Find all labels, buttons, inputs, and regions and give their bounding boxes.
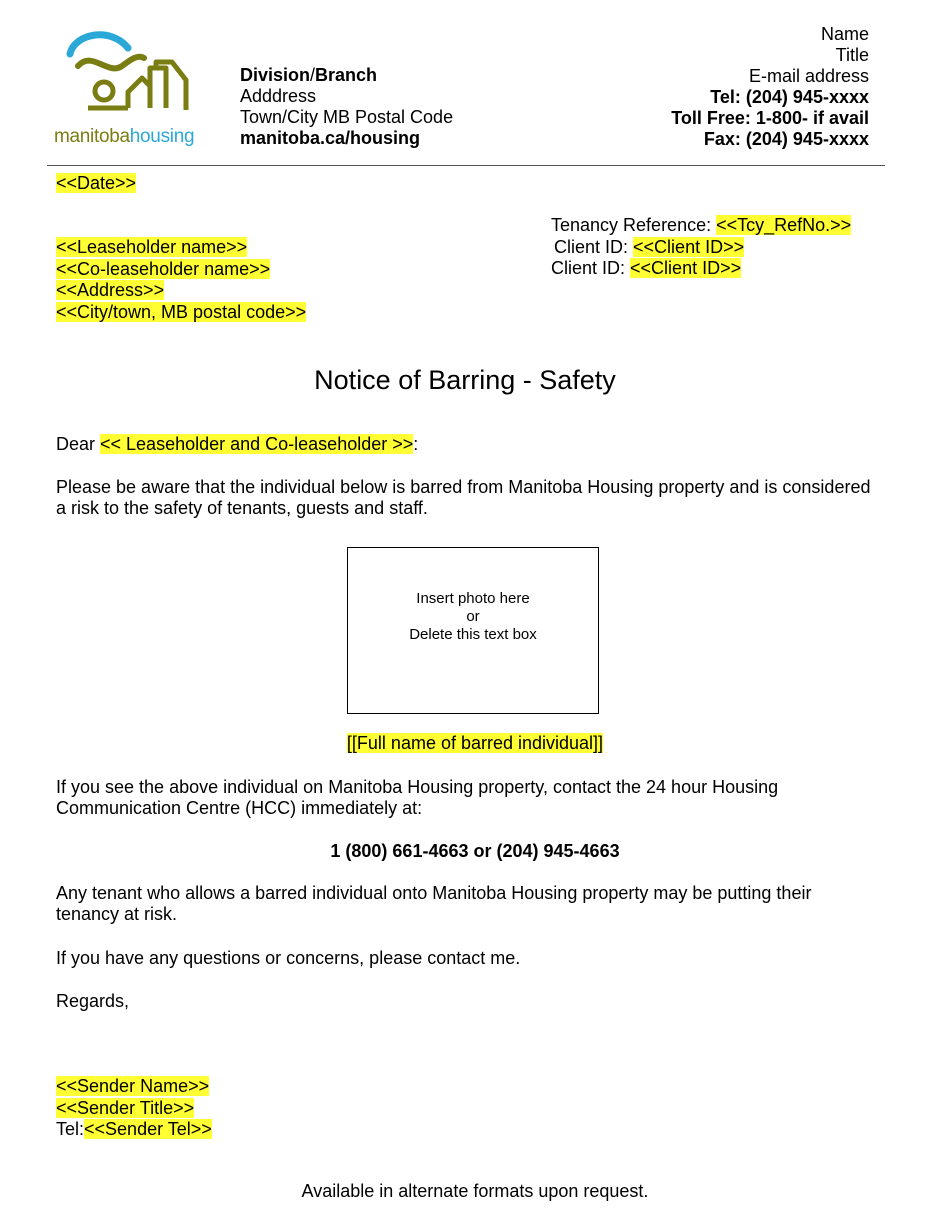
photo-line-2: or bbox=[466, 608, 480, 625]
letter-title: Notice of Barring - Safety bbox=[314, 365, 616, 395]
org-address-block bbox=[240, 65, 453, 149]
logo-wordmark: manitobahousing bbox=[54, 126, 195, 147]
recipient-block bbox=[56, 237, 306, 323]
tenancy-reference: Tenancy Reference: <<Tcy_RefNo.>> bbox=[551, 215, 852, 235]
paragraph-barred-notice: Please be aware that the individual below is barred from Manitoba Housing property and is considered a risk to the safety of tenants, guests and staff. bbox=[56, 477, 871, 518]
contact-tel: Tel: (204) 945-xxxx bbox=[710, 87, 869, 107]
client-id-1: Client ID: <<Client ID>> bbox=[554, 236, 745, 257]
header-divider bbox=[47, 165, 885, 166]
barred-individual-name: [[Full name of barred individual]] bbox=[346, 733, 604, 753]
paragraph-contact-hcc: If you see the above individual on Manitoba Housing property, contact the 24 hour Housing Communication Centre (HCC) immediately at: bbox=[56, 777, 779, 818]
sender-title: <<Sender Title>> bbox=[56, 1097, 195, 1118]
sender-tel: Tel:<<Sender Tel>> bbox=[56, 1119, 212, 1139]
paragraph-questions: If you have any questions or concerns, please contact me. bbox=[56, 948, 521, 968]
salutation: Dear << Leaseholder and Co-leaseholder >>: bbox=[56, 434, 419, 454]
client-id-2: Client ID: <<Client ID>> bbox=[551, 258, 742, 278]
sender-signature-block bbox=[56, 1076, 212, 1141]
recipient-leaseholder: <<Leaseholder name>> bbox=[56, 237, 248, 257]
recipient-address: <<Address>> bbox=[56, 280, 165, 300]
recipient-co-leaseholder: <<Co-leaseholder name>> bbox=[56, 258, 271, 279]
division-branch: Division/Branch bbox=[240, 65, 378, 85]
contact-toll-free: Toll Free: 1-800- if avail bbox=[671, 108, 869, 128]
logo-mark-icon bbox=[52, 28, 212, 128]
photo-line-3: Delete this text box bbox=[409, 626, 537, 643]
contact-email: E-mail address bbox=[748, 66, 869, 86]
recipient-city: <<City/town, MB postal code>> bbox=[56, 301, 307, 322]
contact-fax: Fax: (204) 945-xxxx bbox=[703, 129, 869, 149]
closing: Regards, bbox=[56, 991, 130, 1011]
footer-alternate-formats: Available in alternate formats upon request. bbox=[301, 1181, 649, 1201]
sender-name: <<Sender Name>> bbox=[56, 1076, 210, 1096]
sender-contact-block bbox=[671, 24, 869, 150]
hcc-phone-numbers: 1 (800) 661-4663 or (204) 945-4663 bbox=[330, 841, 620, 861]
photo-line-1: Insert photo here bbox=[416, 590, 530, 607]
letter-date: <<Date>> bbox=[56, 173, 137, 193]
org-town: Town/City MB Postal Code bbox=[240, 107, 454, 127]
contact-title: Title bbox=[835, 45, 869, 65]
org-address: Adddress bbox=[240, 86, 317, 106]
reference-block bbox=[551, 215, 851, 280]
org-website[interactable]: manitoba.ca/housing bbox=[240, 128, 421, 148]
manitoba-housing-logo bbox=[52, 28, 212, 153]
contact-name: Name bbox=[820, 24, 869, 44]
paragraph-tenancy-risk: Any tenant who allows a barred individual onto Manitoba Housing property may be putting their tenancy at risk. bbox=[56, 883, 812, 924]
photo-placeholder-box[interactable] bbox=[347, 547, 599, 714]
